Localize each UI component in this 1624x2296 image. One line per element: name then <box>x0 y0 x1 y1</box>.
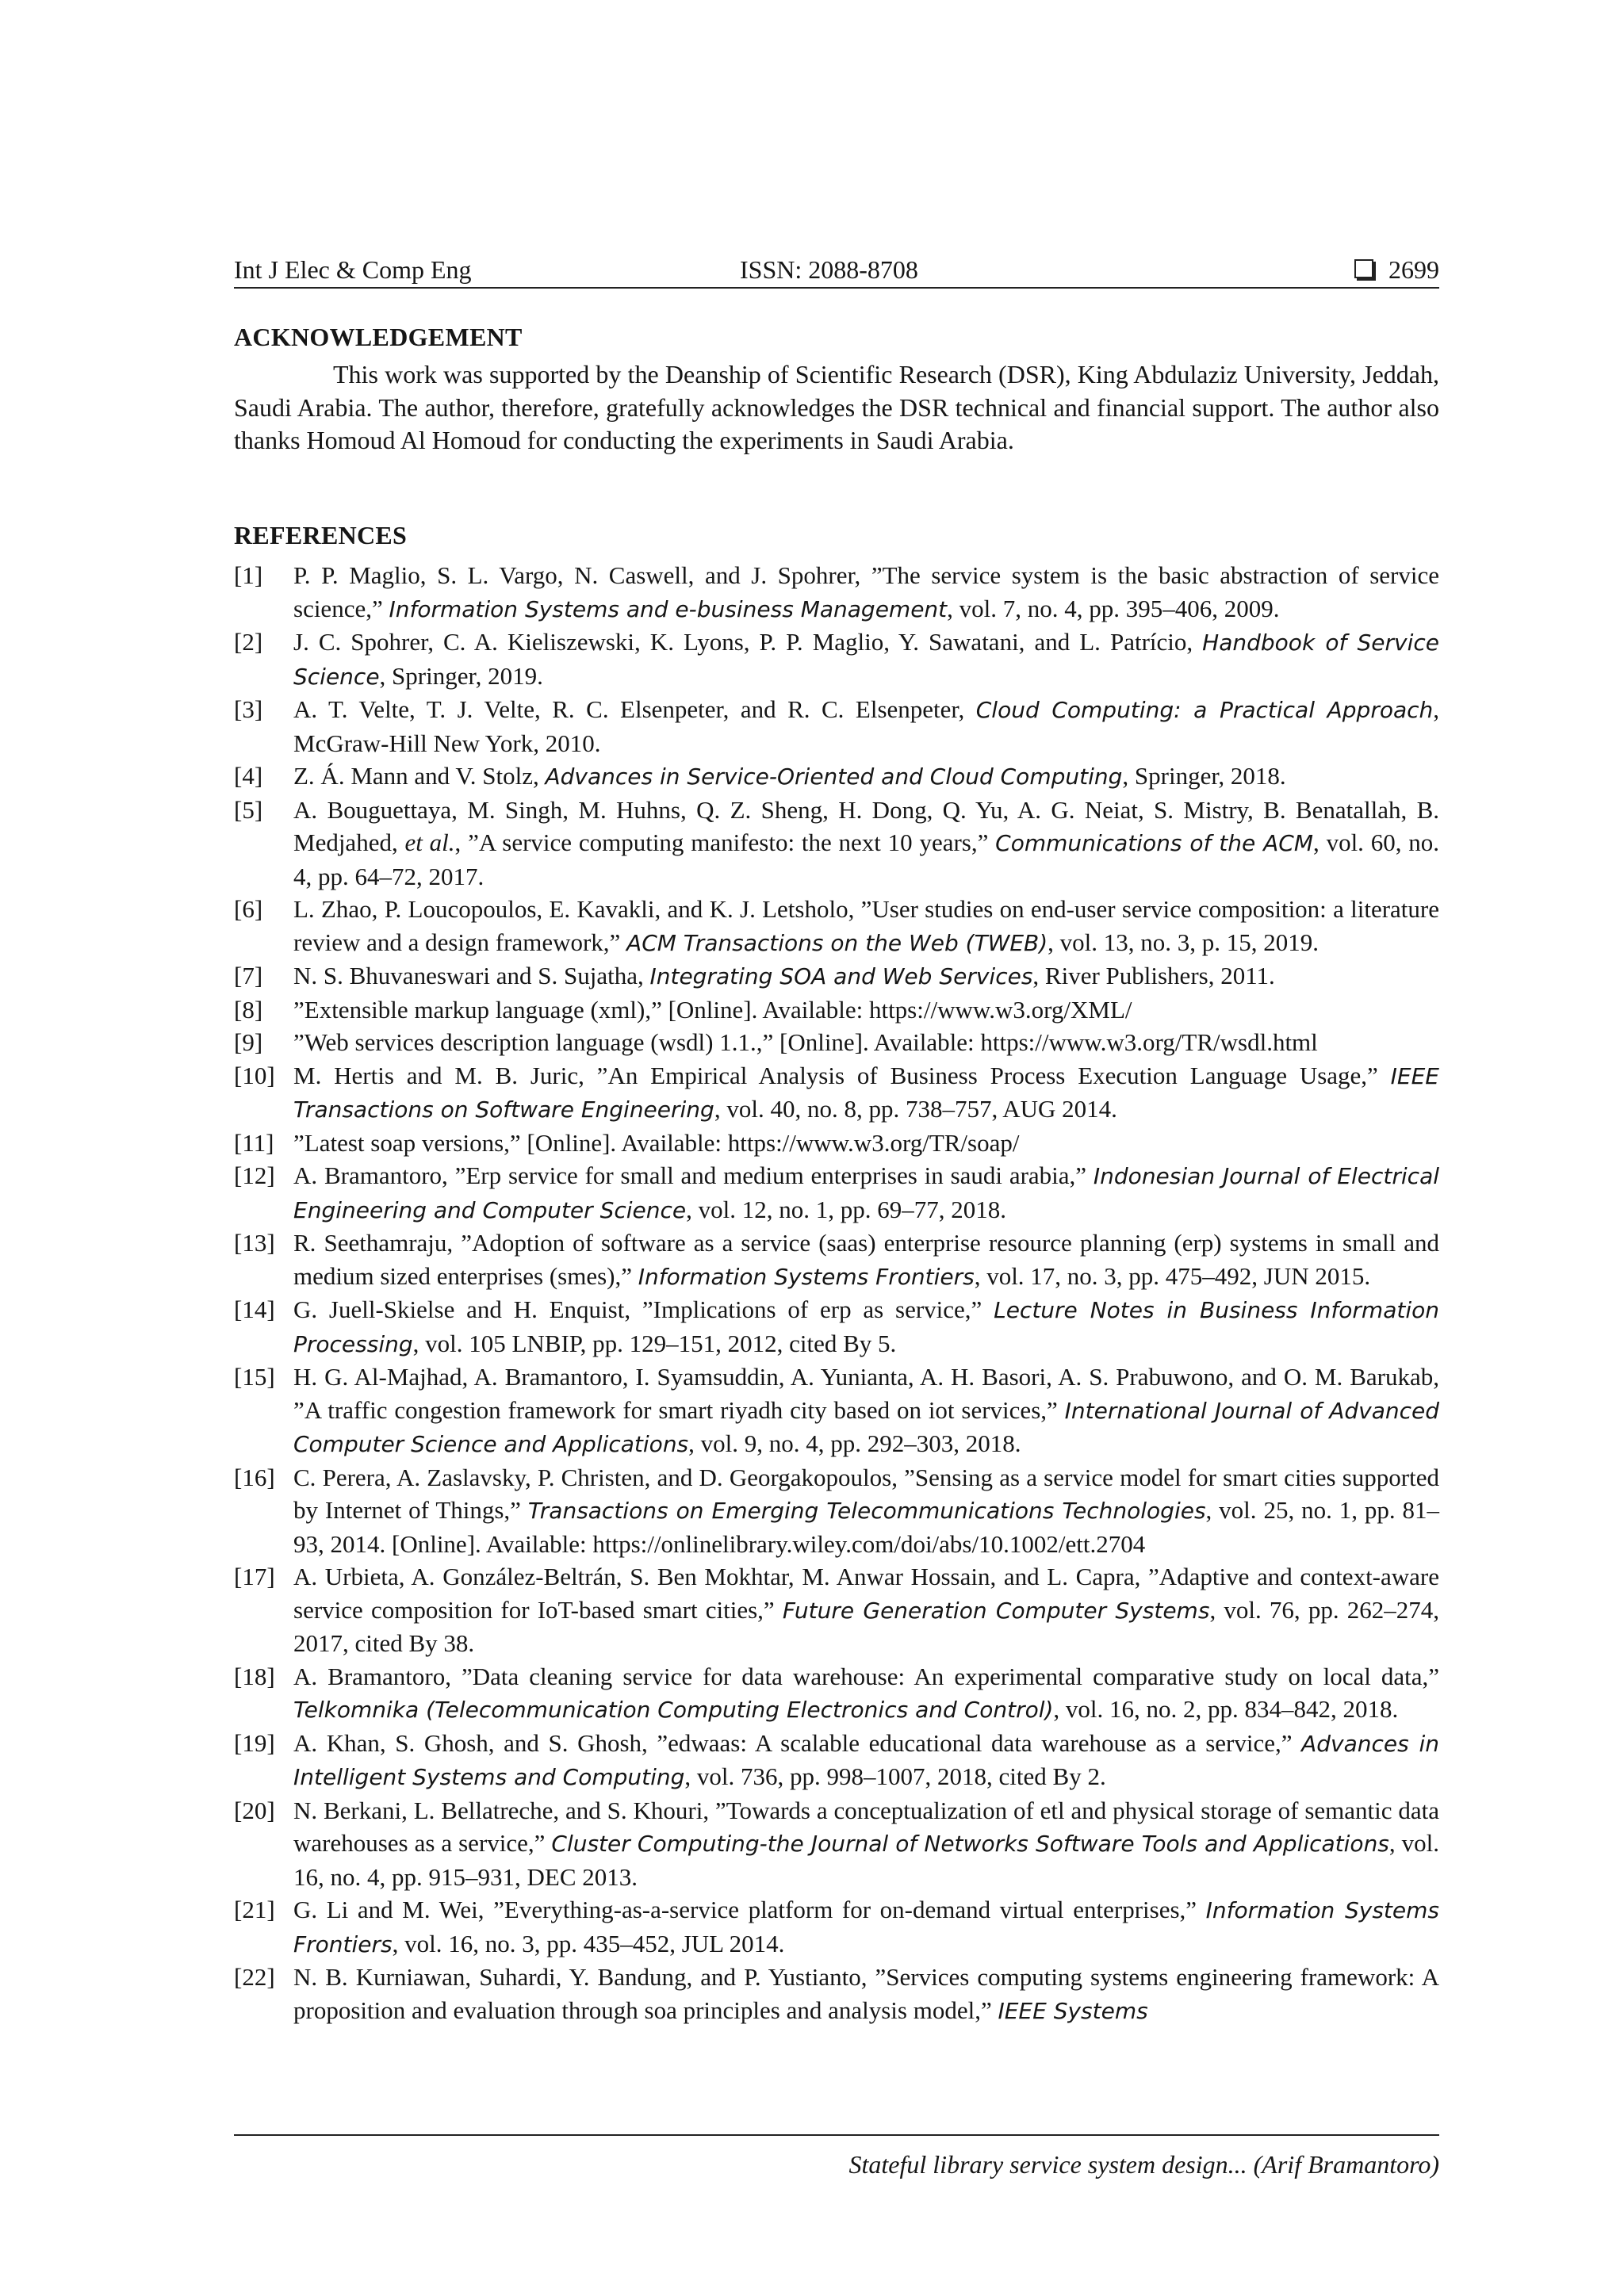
reference-text: R. Seethamraju, ”Adoption of software as a service (saas) enterprise resource planning (erp) systems in small and medium sized enterprises (smes),” <box>293 1229 1439 1290</box>
reference-text: , vol. 76, pp. 262–274, 2017, cited By 38. <box>293 1595 1439 1657</box>
reference-text: , vol. 16, no. 3, pp. 435–452, JUL 2014. <box>392 1929 785 1957</box>
reference-item <box>234 993 1439 1027</box>
reference-text: A. T. Velte, T. J. Velte, R. C. Elsenpeter, and R. C. Elsenpeter, <box>293 695 976 723</box>
reference-text: , vol. 16, no. 4, pp. 915–931, DEC 2013. <box>293 1829 1439 1891</box>
reference-text: , River Publishers, 2011. <box>1032 962 1275 989</box>
reference-text: , ”A service computing manifesto: the next 10 years,” <box>454 828 996 856</box>
reference-venue: Integrating SOA and Web Services <box>649 963 1033 989</box>
reference-item <box>234 1560 1439 1660</box>
reference-venue: Information Systems Frontiers <box>293 1897 1439 1957</box>
page-header <box>234 252 1439 289</box>
journal-name: Int J Elec & Comp Eng <box>234 255 472 284</box>
reference-number: [7] <box>234 962 263 989</box>
reference-text: , vol. 25, no. 1, pp. 81–93, 2014. [Online]. Available: https://onlinelibrary.wiley.com/doi/abs/10.1002/ett.2704 <box>293 1496 1439 1558</box>
acknowledgement-body: This work was supported by the Deanship of Scientific Research (DSR), King Abdulaziz University, Jeddah, Saudi Arabia. The author, therefore, gratefully acknowledges the DSR technical and financial support. The author also thanks Homoud Al Homoud for conducting the experiments in Saudi Arabia. <box>234 360 1439 454</box>
reference-item <box>234 1226 1439 1293</box>
reference-text: , vol. 13, no. 3, p. 15, 2019. <box>1048 928 1320 956</box>
reference-number: [19] <box>234 1728 275 1757</box>
reference-venue: Cluster Computing-the Journal of Networks Software Tools and Applications <box>551 1831 1389 1857</box>
reference-number: [17] <box>234 1563 275 1590</box>
acknowledgement-heading: ACKNOWLEDGEMENT <box>234 323 523 351</box>
reference-text: , vol. 40, no. 8, pp. 738–757, AUG 2014. <box>714 1095 1117 1123</box>
reference-etal: et al. <box>404 828 455 856</box>
reference-item <box>234 1660 1439 1727</box>
reference-number: [3] <box>234 695 263 723</box>
reference-text: , McGraw-Hill New York, 2010. <box>293 695 1440 757</box>
reference-text: ”Latest soap versions,” [Online]. Available: https://www.w3.org/TR/soap/ <box>293 1128 1020 1157</box>
reference-text: , vol. 736, pp. 998–1007, 2018, cited By 2. <box>684 1762 1106 1790</box>
reference-number: [6] <box>234 895 263 923</box>
reference-number: [13] <box>234 1229 275 1257</box>
reference-item <box>234 959 1439 993</box>
reference-number: [12] <box>234 1161 275 1189</box>
reference-item <box>234 1127 1439 1160</box>
reference-text: L. Zhao, P. Loucopoulos, E. Kavakli, and K. J. Letsholo, ”User studies on end-user service composition: a literature review and a design framework,” <box>293 895 1439 956</box>
reference-text: , vol. 17, no. 3, pp. 475–492, JUN 2015. <box>974 1261 1371 1290</box>
reference-number: [15] <box>234 1363 275 1391</box>
reference-text: A. Khan, S. Ghosh, and S. Ghosh, ”edwaas: A scalable educational data warehouse as a service,” <box>293 1728 1302 1757</box>
reference-number: [18] <box>234 1662 275 1690</box>
reference-text: G. Li and M. Wei, ”Everything-as-a-service platform for on-demand virtual enterprises,” <box>293 1896 1206 1923</box>
reference-item <box>234 1794 1439 1894</box>
reference-venue: Advances in Service-Oriented and Cloud Computing <box>545 763 1123 790</box>
reference-text: H. G. Al-Majhad, A. Bramantoro, I. Syamsuddin, A. Yunianta, A. H. Basori, A. S. Prabuwono, and O. M. Barukab, ”A traffic congestion framework for smart riyadh city based on iot services,” <box>293 1363 1439 1424</box>
reference-text: , vol. 16, no. 2, pp. 834–842, 2018. <box>1053 1695 1399 1723</box>
reference-text: , vol. 12, no. 1, pp. 69–77, 2018. <box>686 1195 1006 1223</box>
reference-venue: Lecture Notes in Business Information Processing <box>293 1297 1439 1357</box>
reference-venue: Transactions on Emerging Telecommunications Technologies <box>527 1498 1206 1524</box>
reference-venue: Communications of the ACM <box>995 830 1314 856</box>
reference-item <box>234 693 1439 760</box>
reference-number: [20] <box>234 1796 275 1824</box>
reference-number: [1] <box>234 561 263 589</box>
reference-text: Z. Á. Mann and V. Stolz, <box>293 762 546 790</box>
reference-text: N. Berkani, L. Bellatreche, and S. Khouri, ”Towards a conceptualization of etl and physical storage of semantic data warehouses as a service,” <box>293 1796 1439 1857</box>
reference-text: M. Hertis and M. B. Juric, ”An Empirical Analysis of Business Process Execution Language Usage,” <box>293 1061 1391 1089</box>
reference-text: A. Bramantoro, ”Erp service for small and medium enterprises in saudi arabia,” <box>293 1161 1094 1189</box>
reference-number: [11] <box>234 1128 274 1157</box>
reference-item <box>234 626 1439 693</box>
reference-text: , vol. 7, no. 4, pp. 395–406, 2009. <box>947 594 1280 622</box>
reference-item <box>234 1893 1439 1961</box>
reference-item <box>234 760 1439 794</box>
reference-text: G. Juell-Skielse and H. Enquist, ”Implications of erp as service,” <box>293 1295 994 1323</box>
reference-text: N. S. Bhuvaneswari and S. Sujatha, <box>293 962 650 989</box>
reference-number: [4] <box>234 762 263 790</box>
reference-number: [21] <box>234 1896 275 1923</box>
reference-number: [16] <box>234 1463 275 1491</box>
reference-item <box>234 893 1439 959</box>
reference-item <box>234 1059 1439 1127</box>
reference-number: [2] <box>234 628 263 656</box>
reference-text: ”Extensible markup language (xml),” [Online]. Available: https://www.w3.org/XML/ <box>293 995 1132 1024</box>
reference-text: ”Web services description language (wsdl) 1.1.,” [Online]. Available: https://www.w3.org/TR/wsdl.html <box>293 1028 1318 1056</box>
running-title: Stateful library service system design... (Arif Bramantoro) <box>848 2150 1439 2179</box>
reference-venue: Telkomnika (Telecommunication Computing Electronics and Control) <box>293 1697 1054 1723</box>
reference-text: A. Bramantoro, ”Data cleaning service for data warehouse: An experimental comparative study on local data,” <box>293 1662 1439 1690</box>
reference-venue: Information Systems and e-business Management <box>389 595 948 622</box>
square-box-icon <box>1354 259 1373 278</box>
reference-item <box>234 1360 1439 1461</box>
reference-venue: Future Generation Computer Systems <box>782 1597 1210 1624</box>
reference-item <box>234 1727 1439 1794</box>
page-number: 2699 <box>1388 255 1439 284</box>
reference-text: J. C. Spohrer, C. A. Kieliszewski, K. Lyons, P. P. Maglio, Y. Sawatani, and L. Patrício, <box>293 628 1203 656</box>
reference-venue: Handbook of Service Science <box>293 629 1439 690</box>
reference-text: A. Bouguettaya, M. Singh, M. Huhns, Q. Z. Sheng, H. Dong, Q. Yu, A. G. Neiat, S. Mistry, B. Benatallah, B. Medjahed, <box>293 795 1439 856</box>
reference-venue: Cloud Computing: a Practical Approach <box>975 697 1434 723</box>
reference-item <box>234 1026 1439 1059</box>
reference-item <box>234 1461 1439 1561</box>
reference-venue: ACM Transactions on the Web (TWEB) <box>626 929 1048 956</box>
reference-venue: IEEE Systems <box>998 1997 1148 2024</box>
reference-venue: Information Systems Frontiers <box>638 1263 975 1290</box>
reference-item <box>234 794 1439 894</box>
reference-venue: International Journal of Advanced Computer Science and Applications <box>293 1397 1440 1457</box>
reference-number: [10] <box>234 1061 275 1089</box>
reference-number: [9] <box>234 1028 263 1056</box>
reference-text: , Springer, 2018. <box>1122 762 1286 790</box>
reference-text: N. B. Kurniawan, Suhardi, Y. Bandung, and P. Yustianto, ”Services computing systems engineering framework: A proposition and evaluation through soa principles and analysis model,” <box>293 1963 1439 2024</box>
reference-number: [14] <box>234 1295 275 1323</box>
reference-text: P. P. Maglio, S. L. Vargo, N. Caswell, and J. Spohrer, ”The service system is the basic abstraction of service science,” <box>293 561 1439 622</box>
reference-venue: Advances in Intelligent Systems and Computing <box>293 1730 1439 1790</box>
reference-text: , vol. 9, no. 4, pp. 292–303, 2018. <box>688 1429 1021 1457</box>
references-heading: REFERENCES <box>234 521 408 549</box>
reference-text: C. Perera, A. Zaslavsky, P. Christen, and D. Georgakopoulos, ”Sensing as a service model for smart cities supported by Internet of Things,” <box>293 1463 1439 1524</box>
reference-item <box>234 1159 1439 1226</box>
reference-venue: IEEE Transactions on Software Engineering <box>293 1062 1439 1123</box>
reference-venue: Indonesian Journal of Electrical Engineering and Computer Science <box>293 1163 1440 1223</box>
reference-item <box>234 1961 1439 2027</box>
reference-text: , Springer, 2019. <box>379 661 543 690</box>
reference-list <box>234 559 1439 2027</box>
reference-text: , vol. 60, no. 4, pp. 64–72, 2017. <box>293 828 1439 890</box>
reference-number: [8] <box>234 995 263 1024</box>
reference-item <box>234 559 1439 626</box>
issn: ISSN: 2088-8708 <box>740 255 918 284</box>
footer-rule <box>234 2134 1439 2136</box>
reference-number: [5] <box>234 795 263 824</box>
reference-number: [22] <box>234 1963 275 1991</box>
reference-text: A. Urbieta, A. González-Beltrán, S. Ben Mokhtar, M. Anwar Hossain, and L. Capra, ”Adaptive and context-aware service composition for IoT-based smart cities,” <box>293 1563 1439 1624</box>
reference-item <box>234 1293 1439 1360</box>
reference-text: , vol. 105 LNBIP, pp. 129–151, 2012, cited By 5. <box>412 1329 897 1357</box>
